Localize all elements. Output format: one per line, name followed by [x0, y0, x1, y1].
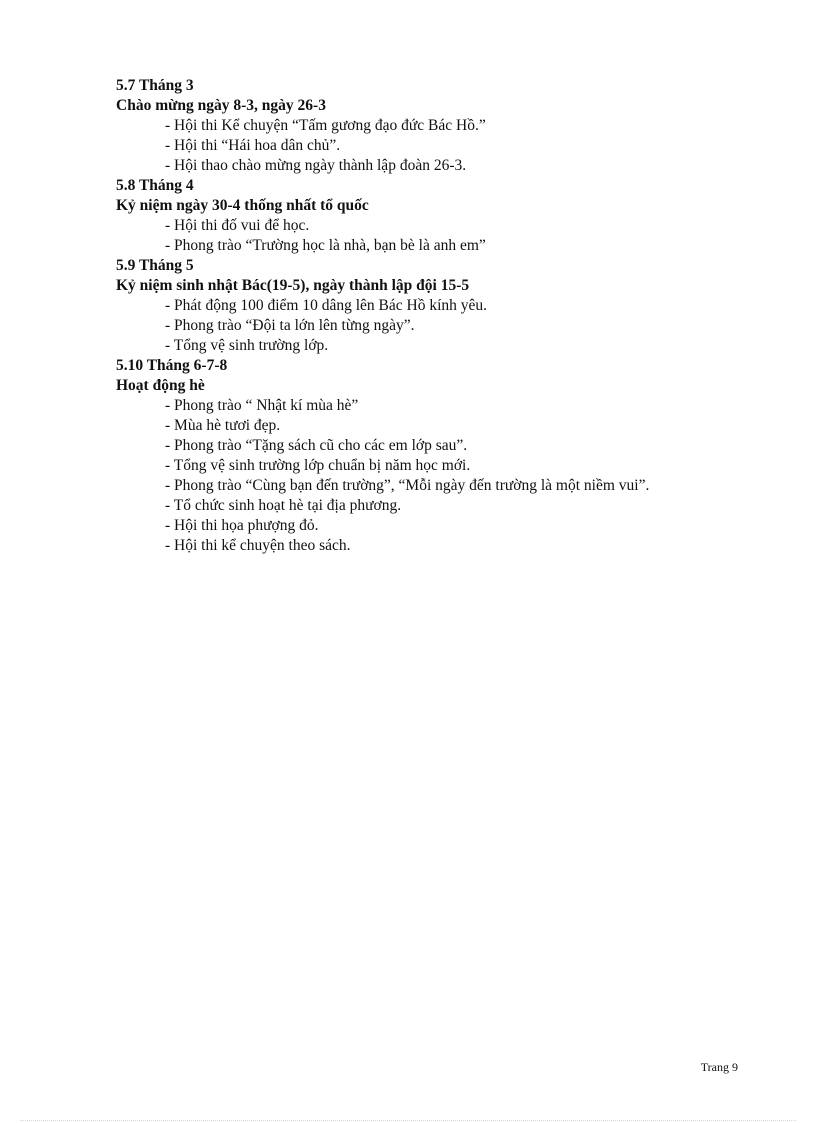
list-item: - Phong trào “Trường học là nhà, bạn bè là anh em” [165, 237, 486, 254]
list-item: - Phong trào “Tặng sách cũ cho các em lớp sau”. [165, 437, 468, 454]
list-item: - Tổng vệ sinh trường lớp chuẩn bị năm học mới. [165, 457, 471, 474]
section-heading-5-7: 5.7 Tháng 3 [116, 77, 194, 94]
section-subtitle-5-10: Hoạt động hè [116, 377, 205, 394]
section-subtitle-5-9: Kỷ niệm sinh nhật Bác(19-5), ngày thành lập đội 15-5 [116, 277, 470, 294]
list-item: - Phát động 100 điểm 10 dâng lên Bác Hồ kính yêu. [165, 297, 488, 314]
section-subtitle-5-8: Kỷ niệm ngày 30-4 thống nhất tổ quốc [116, 197, 369, 214]
list-item: - Hội thi Kể chuyện “Tấm gương đạo đức Bác Hồ.” [165, 117, 486, 134]
section-subtitle-5-7: Chào mừng ngày 8-3, ngày 26-3 [116, 97, 326, 114]
list-item: - Hội thi “Hái hoa dân chủ”. [165, 137, 341, 154]
page-bottom-divider [20, 1120, 796, 1121]
section-heading-5-8: 5.8 Tháng 4 [116, 177, 194, 194]
list-item: - Hội thi kể chuyện theo sách. [165, 537, 351, 554]
list-item: - Tổng vệ sinh trường lớp. [165, 337, 329, 354]
section-heading-5-10: 5.10 Tháng 6-7-8 [116, 357, 228, 374]
list-item: - Mùa hè tươi đẹp. [165, 417, 281, 434]
list-item: - Tổ chức sinh hoạt hè tại địa phương. [165, 497, 402, 514]
list-item: - Hội thi đố vui để học. [165, 217, 310, 234]
list-item: - Phong trào “Cùng bạn đến trường”, “Mỗi ngày đến trường là một niềm vui”. [165, 477, 650, 494]
list-item: - Phong trào “ Nhật kí mùa hè” [165, 397, 359, 414]
list-item: - Hội thi họa phượng đỏ. [165, 517, 319, 534]
document-body [116, 76, 756, 556]
list-item: - Phong trào “Đội ta lớn lên từng ngày”. [165, 317, 415, 334]
section-heading-5-9: 5.9 Tháng 5 [116, 257, 194, 274]
page-number: Trang 9 [700, 1060, 738, 1074]
list-item: - Hội thao chào mừng ngày thành lập đoàn 26-3. [165, 157, 467, 174]
